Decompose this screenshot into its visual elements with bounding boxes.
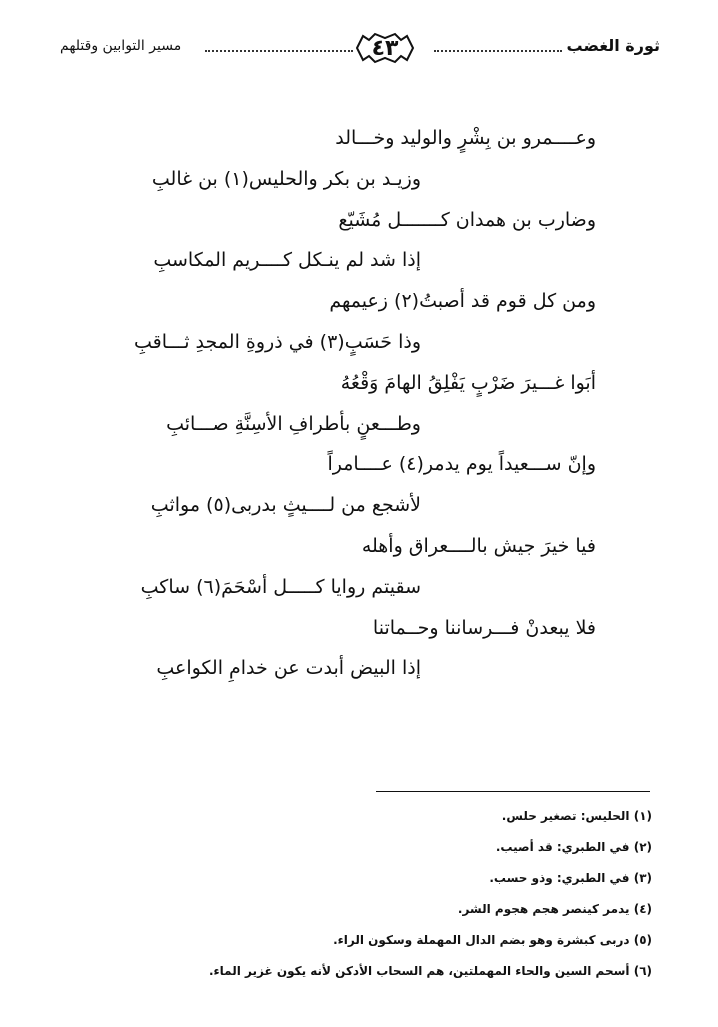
footnote: (٥) دربى كبشرة وهو بضم الدال المهملة وسكون الراء.	[333, 933, 652, 947]
footnote: (١) الحليس: تصغير حلس.	[501, 809, 652, 823]
page-number: ٤٣	[371, 35, 399, 61]
footnote-divider	[376, 791, 650, 792]
header-dotted-leader-left	[205, 50, 353, 52]
verse-line: وذا حَسَبٍ(٣) في ذروةِ المجدِ ثـــاقبِ	[134, 330, 421, 353]
footnote: (٣) في الطبري: وذو حسب.	[489, 871, 652, 885]
verse-line: ومن كل قوم قد أصبتُ(٢) زعيمهم	[329, 290, 596, 313]
verse-line: إذا البيض أبدت عن خدامِ الكواعبِ	[156, 657, 421, 680]
poem	[116, 118, 596, 689]
footnote: (٢) في الطبري: قد أصيب.	[495, 840, 652, 854]
verse-line: وضارب بن همدان كـــــــل مُشَيّع	[338, 208, 596, 231]
page-header	[60, 26, 660, 70]
verse-line: وزيـد بن بكر والحليس(١) بن غالبِ	[151, 167, 421, 190]
footnote: (٤) يدمر كينصر هجم هجوم الشر.	[457, 902, 652, 916]
verse-line: إذا شد لم ينـكل كــــريم المكاسبِ	[153, 249, 421, 272]
footnotes	[52, 801, 652, 987]
book-title: ثورة الغضب	[566, 36, 660, 55]
verse-line: وعــــمرو بن بِشْرٍ والوليد وخـــالد	[335, 127, 596, 149]
verse-line: لأشجع من لــــيثٍ بدربى(٥) مواثبِ	[150, 494, 421, 517]
verse-line: سقيتم روايا كـــــل أسْحَمَ(٦) ساكبِ	[140, 575, 421, 598]
header-dotted-leader-right	[434, 50, 562, 52]
verse-line: وطـــعنٍ بأطرافِ الأسِنَّةِ صـــائبِ	[166, 412, 421, 435]
verse-line: فلا يبعدنْ فـــرساننا وحــماتنا	[372, 616, 596, 639]
verse-line: وإنّ ســـعيداً يوم يدمر(٤) عــــامراً	[327, 453, 596, 476]
verse-line: فيا خيرَ جيش بالــــعراق وأهله	[361, 534, 596, 557]
chapter-title: مسير التوابين وقتلهم	[60, 38, 182, 54]
page-number-badge	[353, 30, 417, 66]
verse-line: أبَوا غـــيرَ ضَرْبٍ يَفْلِقُ الهامَ وَقْعُهُ	[340, 371, 596, 394]
footnote: (٦) أسحم السين والحاء المهملتين، هم السحاب الأدكن لأنه يكون غزير الماء.	[208, 964, 652, 978]
